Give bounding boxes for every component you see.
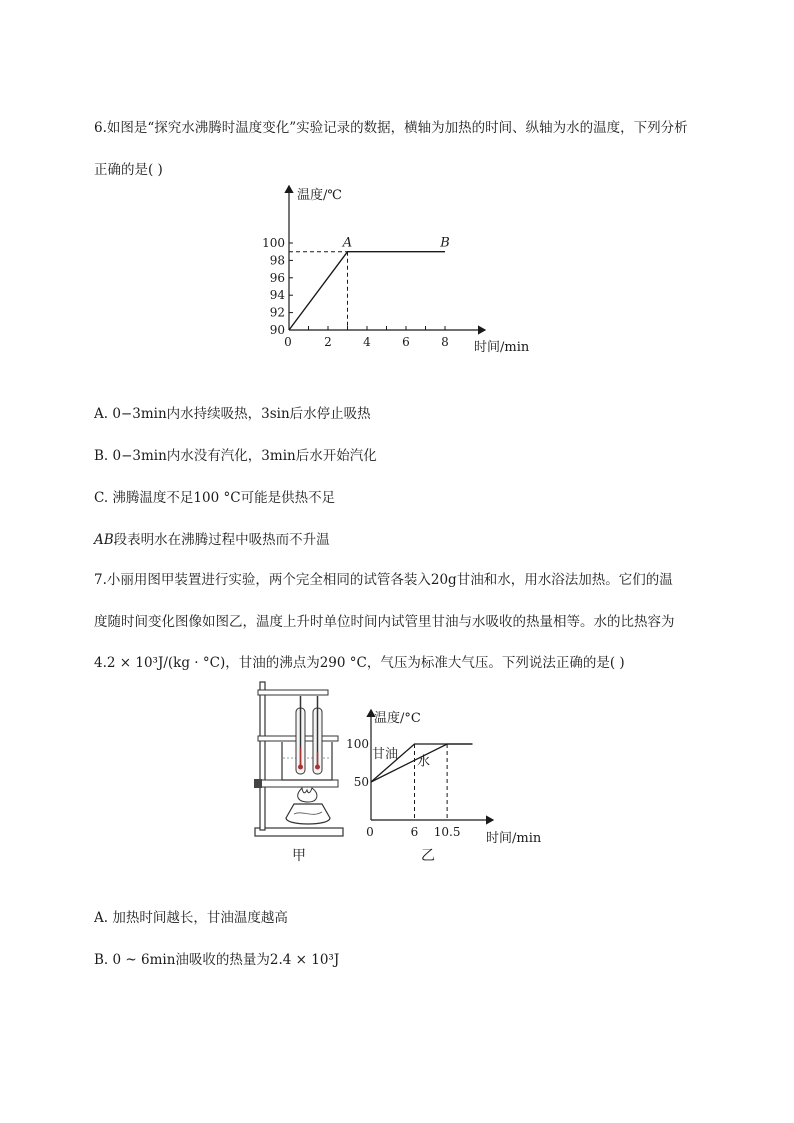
y-tick-label: 98 [269,253,285,268]
y-tick-label: 50 [353,775,369,789]
q6-stem-line2: 正确的是( ) [94,162,163,178]
x-tick-label: 0 [284,335,292,349]
q6-stem-line1: 6.如图是“探究水沸腾时温度变化”实验记录的数据，横轴为加热的时间、纵轴为水的温度，下列分析 [94,120,688,136]
x-tick-label: 0 [366,825,374,839]
x-tick-label: 2 [324,335,332,349]
data-line [289,252,445,330]
q7-stem-line2: 度随时间变化图像如图乙，温度上升时单位时间内试管里甘油与水吸收的热量相等。水的比热容为 [94,614,675,630]
y-tick-label: 94 [269,288,285,303]
series-label-1: 甘油 [372,747,399,762]
y-tick-label: 100 [346,737,369,751]
q6-option-b: B. 0−3min内水没有汽化，3min后水开始汽化 [94,448,377,464]
q6-option-d-rest: 段表明水在沸腾过程中吸热而不升温 [113,532,330,548]
y-tick-label: 100 [262,236,285,250]
q6-option-d: AB段表明水在沸腾过程中吸热而不升温 [94,532,330,548]
q6-temperature-chart [250,180,550,365]
x-axis-label: 时间/min [486,831,542,846]
x-tick-label: 4 [363,335,371,349]
q6-option-c: C. 沸腾温度不足100 °C可能是供热不足 [94,490,336,506]
point-label-a: A [342,235,353,251]
q7-option-b: B. 0 ~ 6min油吸收的热量为2.4 × 10³J [94,952,340,968]
series-label-2: 水 [417,754,431,770]
q7-stem-line1: 7.小丽用图甲装置进行实验，两个完全相同的试管各装入20g甘油和水，用水浴法加热。它们的温 [94,572,673,588]
x-axis-label: 时间/min [474,340,530,355]
q6-option-a: A. 0−3min内水持续吸热，3sin后水停止吸热 [94,406,371,422]
y-axis-label: 温度/°C [374,711,421,726]
y-tick-label: 90 [269,323,285,337]
q7-option-a: A. 加热时间越长，甘油温度越高 [94,910,288,926]
y-tick-label: 92 [269,305,285,320]
q7-stem-line3: 4.2 × 10³J/(kg · °C)，甘油的沸点为290 °C，气压为标准大气压。下列说法正确的是( ) [94,655,625,671]
x-tick-label: 6 [402,335,410,349]
chart2-caption: 乙 [421,848,435,864]
x-tick-label: 8 [441,335,449,349]
q7-temperature-chart [335,700,555,870]
point-label-b: B [440,235,450,251]
apparatus-caption: 甲 [292,848,306,864]
y-tick-label: 96 [269,270,285,285]
y-axis-label: 温度/℃ [297,188,342,203]
x-tick-label: 10.5 [433,825,461,839]
x-tick-label: 6 [410,825,419,839]
